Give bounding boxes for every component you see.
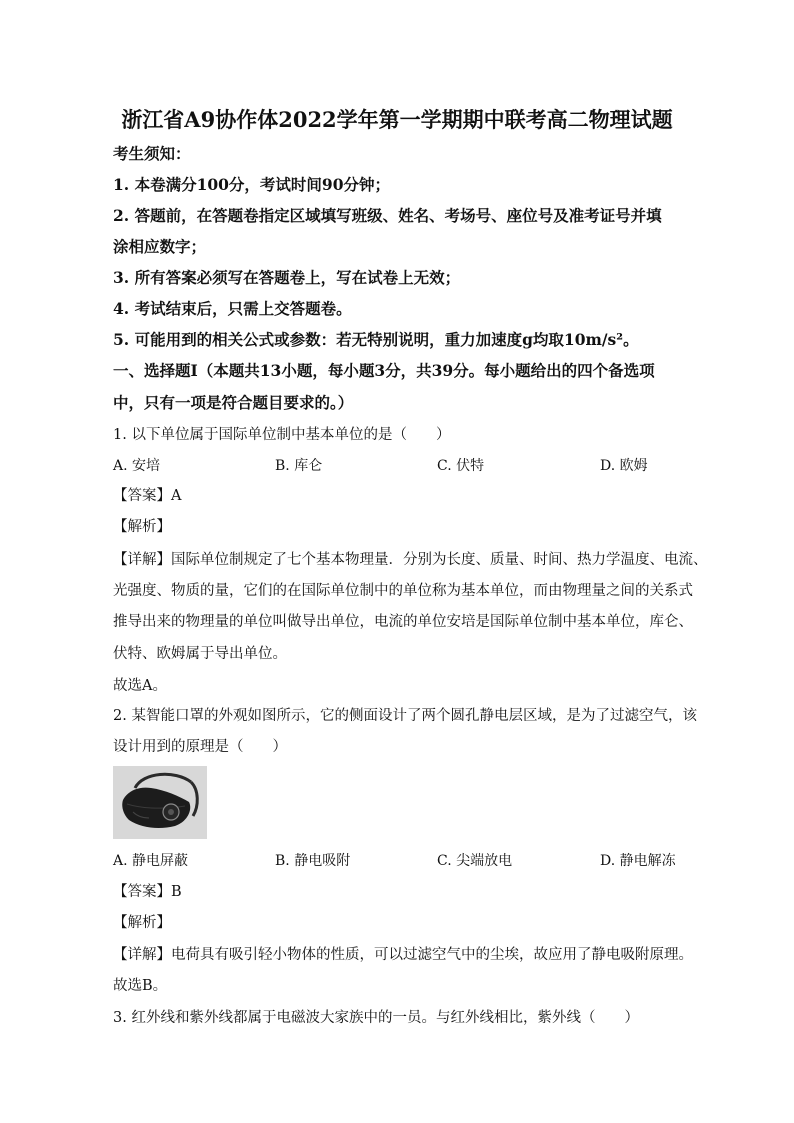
section-heading-cont: 中，只有一项是符合题目要求的。） [113, 393, 354, 412]
section-heading: 一、选择题Ⅰ（本题共13小题，每小题3分，共39分。每小题给出的四个备选项 [113, 361, 655, 380]
q1-option-d: D. 欧姆 [600, 458, 648, 474]
q1-option-c: C. 伏特 [437, 458, 485, 474]
smart-mask-image [113, 766, 207, 839]
q2-stem-2: 设计用到的原理是（ ） [113, 739, 287, 755]
smart-mask-icon [113, 766, 207, 839]
q2-option-d: D. 静电解冻 [600, 853, 676, 869]
q1-option-a: A. 安培 [113, 458, 161, 474]
q1-detail-2: 光强度、物质的量，它们的在国际单位制中的单位称为基本单位，而由物理量之间的关系式 [113, 583, 693, 599]
q2-conclusion: 故选B。 [113, 978, 168, 994]
notice-item-5: 5. 可能用到的相关公式或参数：若无特别说明，重力加速度g均取10m/s²。 [113, 330, 639, 349]
q2-stem-1: 2. 某智能口罩的外观如图所示，它的侧面设计了两个圆孔静电层区域，是为了过滤空气，该 [113, 708, 697, 724]
notice-item-1: 1. 本卷满分100分，考试时间90分钟； [113, 175, 391, 194]
q1-conclusion: 故选A。 [113, 678, 167, 694]
q3-stem: 3. 红外线和紫外线都属于电磁波大家族中的一员。与红外线相比，紫外线（ ） [113, 1010, 639, 1026]
notice-heading: 考生须知： [113, 144, 191, 163]
q1-detail-4: 伏特、欧姆属于导出单位。 [113, 646, 287, 662]
q2-answer: 【答案】B [113, 884, 182, 900]
q1-stem: 1. 以下单位属于国际单位制中基本单位的是（ ） [113, 427, 451, 443]
q1-analysis: 【解析】 [113, 519, 171, 535]
q2-option-c: C. 尖端放电 [437, 853, 513, 869]
notice-item-3: 3. 所有答案必须写在答题卷上，写在试卷上无效； [113, 268, 461, 287]
q2-detail: 【详解】电荷具有吸引轻小物体的性质，可以过滤空气中的尘埃，故应用了静电吸附原理。 [113, 947, 693, 963]
page-title: 浙江省A9协作体2022学年第一学期期中联考高二物理试题 [121, 107, 673, 132]
q2-option-a: A. 静电屏蔽 [113, 853, 189, 869]
q2-analysis: 【解析】 [113, 915, 171, 931]
q2-option-b: B. 静电吸附 [275, 853, 351, 869]
q1-detail-1: 【详解】国际单位制规定了七个基本物理量．分别为长度、质量、时间、热力学温度、电流、 [113, 552, 708, 568]
q1-detail-3: 推导出来的物理量的单位叫做导出单位，电流的单位安培是国际单位制中基本单位，库仑、 [113, 614, 693, 630]
notice-item-2-cont: 涂相应数字； [113, 237, 207, 256]
notice-item-4: 4. 考试结束后，只需上交答题卷。 [113, 299, 352, 318]
q1-answer: 【答案】A [113, 488, 182, 504]
notice-item-2: 2. 答题前，在答题卷指定区域填写班级、姓名、考场号、座位号及准考证号并填 [113, 206, 662, 225]
q1-option-b: B. 库仑 [275, 458, 323, 474]
